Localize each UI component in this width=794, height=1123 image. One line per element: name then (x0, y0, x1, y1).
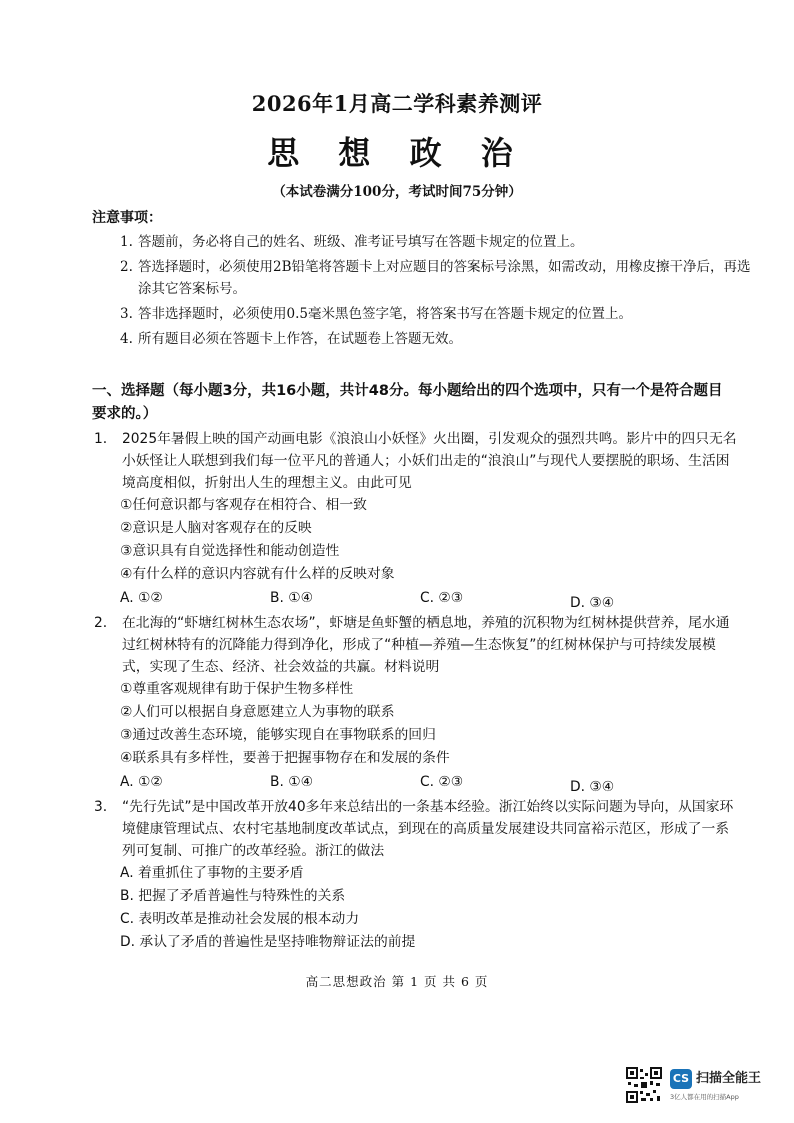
notice-text: 答选择题时，必须使用2B铅笔将答题卡上对应题目的答案标号涂黑，如需改动，用橡皮擦干净后，再选涂其它答案标号。 (138, 259, 751, 297)
options-row (92, 586, 742, 610)
option-d[interactable]: D. ③④ (570, 779, 615, 795)
question-number: 1. (94, 431, 108, 447)
question-text: 2025年暑假上映的国产动画电影《浪浪山小妖怪》火出圈，引发观众的强烈共鸣。影片中的四只无名小妖怪让人联想到我们每一位平凡的普通人；小妖们出走的“浪浪山”与现代人要摆脱的职场、生活困境高度相似，折射出人生的理想主义。由此可见 (122, 431, 737, 491)
notice-text: 答题前，务必将自己的姓名、班级、准考证号填写在答题卡规定的位置上。 (138, 234, 584, 250)
scanner-name: 扫描全能王 (696, 1071, 762, 1086)
question-2 (92, 612, 742, 794)
option-b[interactable]: B. ①④ (270, 590, 313, 606)
question-stem (92, 428, 742, 494)
statement: ③意识具有自觉选择性和能动创造性 (120, 543, 340, 559)
notice-list (120, 231, 760, 353)
section-heading: 一、选择题（每小题3分，共16小题，共计48分。每小题给出的四个选项中，只有一个是符合题目要求的。） (92, 383, 723, 422)
option-a[interactable]: A. 着重抓住了事物的主要矛盾 (120, 865, 304, 881)
option-b[interactable]: B. ①④ (270, 774, 313, 790)
statement: ②意识是人脑对客观存在的反映 (120, 520, 312, 536)
question-number: 2. (94, 615, 108, 631)
statement: ①任何意识都与客观存在相符合、相一致 (120, 497, 367, 513)
notice-item (120, 328, 760, 350)
notice-item (120, 231, 760, 253)
page-footer: 高二思想政治 第 1 页 共 6 页 (305, 974, 489, 989)
statement: ③通过改善生态环境，能够实现自在事物联系的回归 (120, 727, 436, 743)
option-c[interactable]: C. ②③ (420, 774, 464, 790)
question-3 (92, 796, 742, 954)
notice-number: 4. (120, 331, 133, 347)
notice-text: 所有题目必须在答题卡上作答，在试题卷上答题无效。 (138, 331, 462, 347)
notice-item (120, 303, 760, 325)
qr-code-icon (626, 1067, 662, 1103)
exam-title: 2026年1月高二学科素养测评 (251, 91, 543, 116)
camscanner-logo: CS (670, 1069, 692, 1089)
option-d[interactable]: D. ③④ (570, 595, 615, 611)
notice-number: 3. (120, 306, 133, 322)
option-a[interactable]: A. ①② (120, 774, 163, 790)
statement: ②人们可以根据自身意愿建立人为事物的联系 (120, 704, 395, 720)
notice-heading: 注意事项： (92, 210, 162, 226)
notice-number: 2. (120, 259, 133, 275)
question-1 (92, 428, 742, 610)
options-row (92, 770, 742, 794)
statement: ④联系具有多样性，要善于把握事物存在和发展的条件 (120, 750, 450, 766)
question-text: “先行先试”是中国改革开放40多年来总结出的一条基本经验。浙江始终以实际问题为导向，从国家环境健康管理试点、农村宅基地制度改革试点，到现在的高质量发展建设共同富裕示范区，形成了一系列可复制、可推广的改革经验。浙江的做法 (122, 799, 734, 859)
question-stem (92, 612, 742, 678)
scanner-tagline: 3亿人都在用的扫描App (670, 1093, 739, 1101)
question-stem (92, 796, 742, 862)
notice-number: 1. (120, 234, 133, 250)
option-c[interactable]: C. ②③ (420, 590, 464, 606)
notice-item (120, 256, 760, 300)
subject-title: 思 想 政 治 (267, 134, 527, 172)
option-c[interactable]: C. 表明改革是推动社会发展的根本动力 (120, 911, 360, 927)
notice-text: 答非选择题时，必须使用0.5毫米黑色签字笔，将答案书写在答题卡规定的位置上。 (138, 306, 632, 322)
statement: ④有什么样的意识内容就有什么样的反映对象 (120, 566, 395, 582)
question-number: 3. (94, 799, 108, 815)
question-list (92, 428, 742, 956)
exam-info: （本试卷满分100分，考试时间75分钟） (272, 184, 522, 200)
statement: ①尊重客观规律有助于保护生物多样性 (120, 681, 354, 697)
question-text: 在北海的“虾塘红树林生态农场”，虾塘是鱼虾蟹的栖息地，养殖的沉积物为红树林提供营养，尾水通过红树林特有的沉降能力得到净化，形成了“种植—养殖—生态恢复”的红树林保护与可持续发展模式，实现了生态、经济、社会效益的共赢。材料说明 (122, 615, 730, 675)
scanner-watermark (626, 1065, 776, 1107)
option-d[interactable]: D. 承认了矛盾的普遍性是坚持唯物辩证法的前提 (120, 934, 416, 950)
option-a[interactable]: A. ①② (120, 590, 163, 606)
option-b[interactable]: B. 把握了矛盾普遍性与特殊性的关系 (120, 888, 346, 904)
